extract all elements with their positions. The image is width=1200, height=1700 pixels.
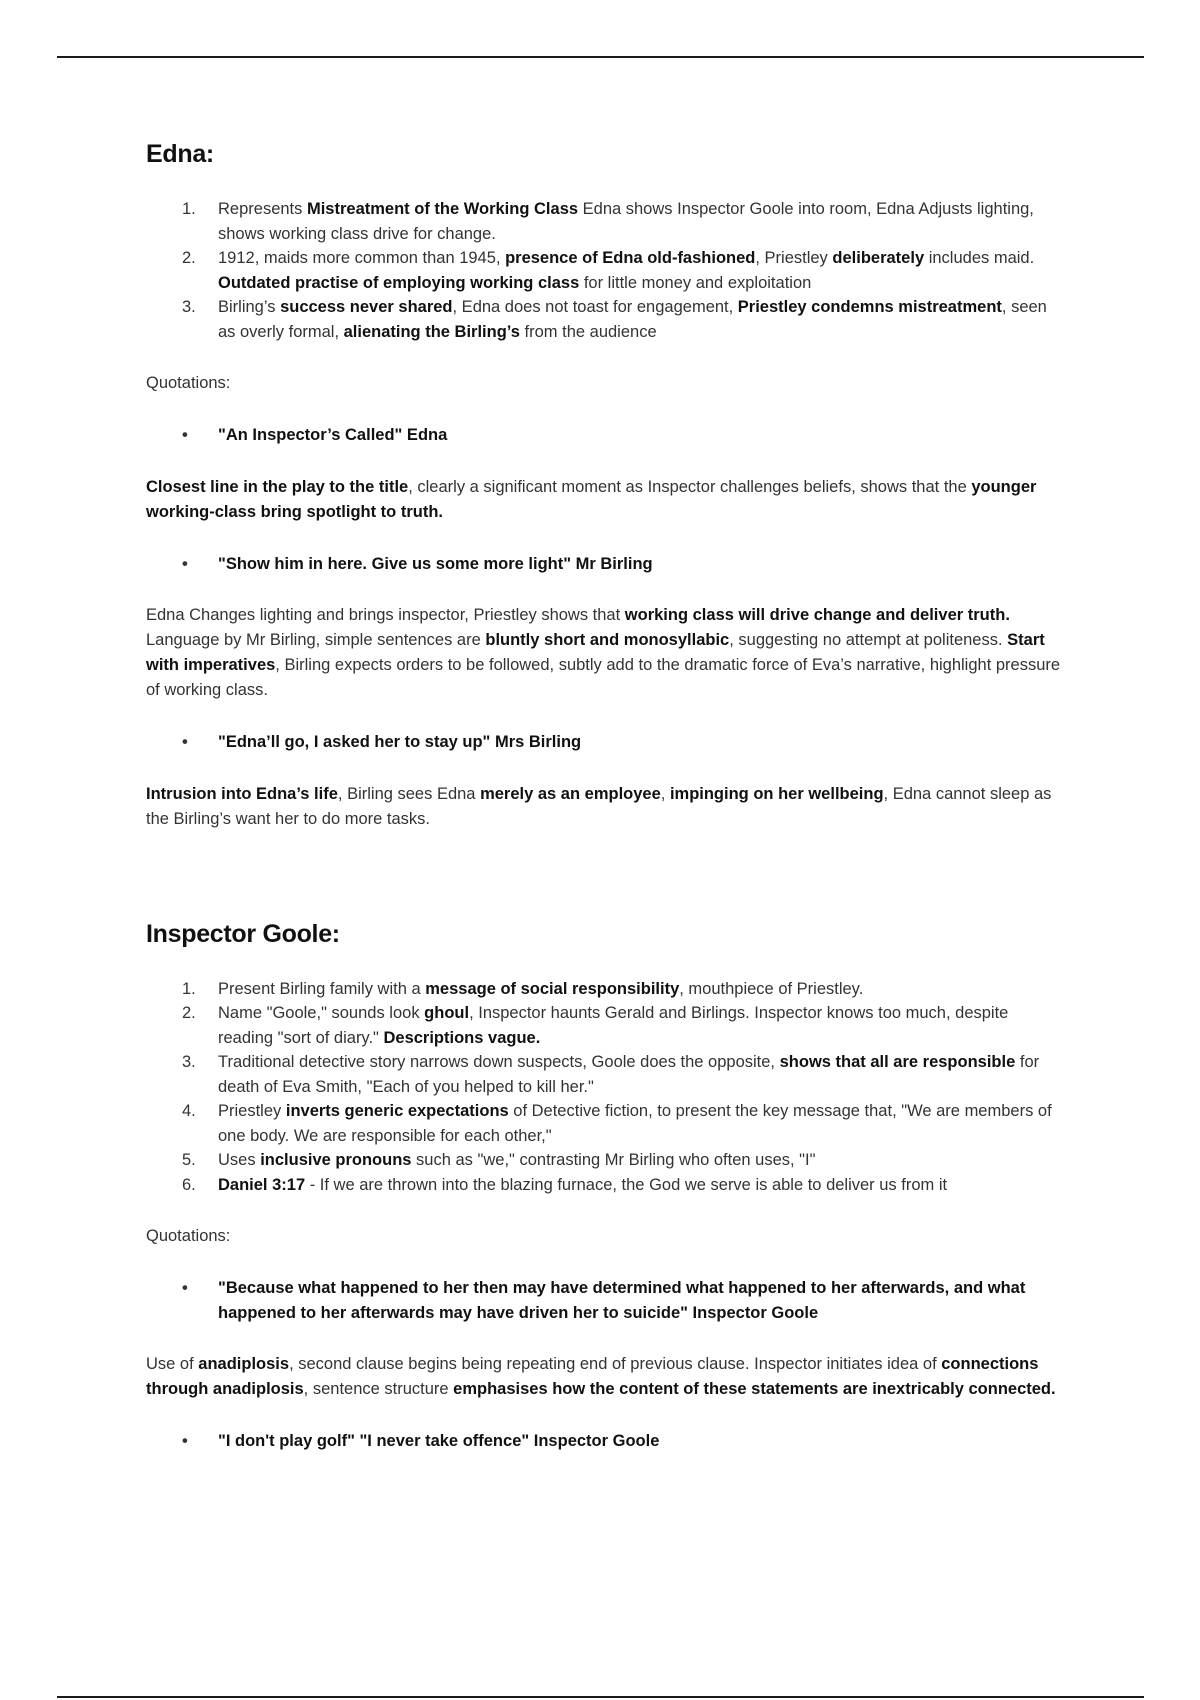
quotations-label: Quotations: [146, 374, 231, 392]
list-item: 6. Daniel 3:17 - If we are thrown into the blazing furnace, the God we serve is able to deliver us from it [182, 1175, 948, 1194]
emphasis-text: Priestley condemns mistreatment [737, 298, 1002, 316]
emphasis-text: deliberately [832, 249, 925, 267]
quotations-label: Quotations: [146, 1227, 231, 1245]
analysis-paragraph: Edna Changes lighting and brings inspector, Priestley shows that working class will drive change and deliver truth. Language by Mr Birling, simple sentences are bluntly short and monosyllabic, suggesting no attempt at politeness. Start with imperatives, Birling expects orders to be followed, subtly add to the dramatic force of Eva’s narrative, highlight pressure of working class. [146, 606, 1061, 699]
emphasis-text: younger working-class bring spotlight to truth. [146, 477, 1037, 521]
quote-bullet: • "I don't play golf" "I never take offence" Inspector Goole [182, 1432, 660, 1450]
bottom-rule [57, 1696, 1144, 1698]
section-heading-inspector-goole: Inspector Goole: [146, 919, 340, 948]
emphasis-text: Descriptions vague. [383, 1028, 541, 1047]
emphasis-text: Outdated practise of employing working class [218, 273, 580, 292]
emphasis-text: bluntly short and monosyllabic [485, 631, 730, 649]
emphasis-text: shows that all are responsible [779, 1053, 1016, 1071]
emphasis-text: Start with imperatives [146, 631, 1045, 674]
list-item: 1. Represents Mistreatment of the Working Class Edna shows Inspector Goole into room, Edna Adjusts lighting, shows working class drive for change. [182, 200, 1034, 243]
goole-points-list [146, 977, 1066, 1198]
quote-text: "An Inspector’s Called" Edna [218, 426, 448, 444]
emphasis-text: ghoul [424, 1004, 470, 1022]
emphasis-text: emphasises how the content of these statements are inextricably connected. [453, 1380, 1056, 1398]
emphasis-text: message of social responsibility [425, 979, 680, 998]
emphasis-text: inverts generic expectations [285, 1102, 509, 1120]
quote-bullet: • "Show him in here. Give us some more light" Mr Birling [182, 554, 653, 573]
analysis-paragraph: Closest line in the play to the title, clearly a significant moment as Inspector challenges beliefs, shows that the younger working-class bring spotlight to truth. [146, 477, 1037, 521]
document-body [146, 140, 1066, 1454]
emphasis-text: Closest line in the play to the title [146, 477, 409, 496]
emphasis-text: working class will drive change and deliver truth. [624, 606, 1010, 624]
emphasis-text: anadiplosis [198, 1355, 290, 1373]
quote-bullet: • "Edna’ll go, I asked her to stay up" Mrs Birling [182, 733, 582, 751]
list-item: 4. Priestley inverts generic expectations of Detective fiction, to present the key message that, "We are members of one body. We are responsible for each other," [182, 1102, 1052, 1145]
emphasis-text: connections through anadiplosis [146, 1355, 1039, 1398]
emphasis-text: Mistreatment of the Working Class [306, 200, 579, 218]
emphasis-text: alienating the Birling’s [343, 322, 520, 341]
quote-bullet: • "An Inspector’s Called" Edna [182, 426, 448, 444]
analysis-paragraph: Intrusion into Edna’s life, Birling sees Edna merely as an employee, impinging on her wellbeing, Edna cannot sleep as the Birling’s want her to do more tasks. [146, 784, 1052, 828]
quote-bullet: • "Because what happened to her then may have determined what happened to her afterwards, and what happened to her afterwards may have driven her to suicide" Inspector Goole [182, 1279, 1026, 1322]
quote-text: "Because what happened to her then may have determined what happened to her afterwards, and what happened to her afterwards may have driven her to suicide" Inspector Goole [218, 1279, 1026, 1322]
emphasis-text: impinging on her wellbeing [669, 784, 884, 803]
list-item: 2. Name "Goole," sounds look ghoul, Inspector haunts Gerald and Birlings. Inspector knows too much, despite reading "sort of diary." Descriptions vague. [182, 1004, 1009, 1047]
analysis-paragraph: Use of anadiplosis, second clause begins being repeating end of previous clause. Inspector initiates idea of connections through anadiplosis, sentence structure emphasises how the content of these statements are inextricably connected. [146, 1355, 1056, 1398]
list-item: 3. Traditional detective story narrows down suspects, Goole does the opposite, shows that all are responsible for death of Eva Smith, "Each of you helped to kill her." [182, 1053, 1040, 1096]
emphasis-text: Intrusion into Edna’s life [146, 784, 338, 803]
quote-text: "Edna’ll go, I asked her to stay up" Mrs Birling [218, 733, 582, 751]
list-item: 2. 1912, maids more common than 1945, presence of Edna old-fashioned, Priestley deliberately includes maid. Outdated practise of employing working class for little money and exploitation [182, 249, 1035, 292]
emphasis-text: success never shared [280, 298, 453, 316]
emphasis-text: Daniel 3:17 [218, 1175, 306, 1194]
emphasis-text: merely as an employee [480, 784, 661, 803]
list-item: 3. Birling’s success never shared, Edna does not toast for engagement, Priestley condemns mistreatment, seen as overly formal, alienating the Birling’s from the audience [182, 298, 1047, 341]
section-heading-edna: Edna: [146, 140, 214, 168]
emphasis-text: presence of Edna old-fashioned [505, 249, 756, 267]
list-item: 1. Present Birling family with a message of social responsibility, mouthpiece of Priestley. [182, 979, 864, 998]
list-item: 5. Uses inclusive pronouns such as "we," contrasting Mr Birling who often uses, "I" [182, 1151, 816, 1169]
edna-points-list [146, 197, 1066, 344]
emphasis-text: inclusive pronouns [260, 1151, 412, 1169]
quote-text: "Show him in here. Give us some more light" Mr Birling [218, 554, 653, 573]
quote-text: "I don't play golf" "I never take offence" Inspector Goole [218, 1432, 660, 1450]
top-rule [57, 56, 1144, 58]
